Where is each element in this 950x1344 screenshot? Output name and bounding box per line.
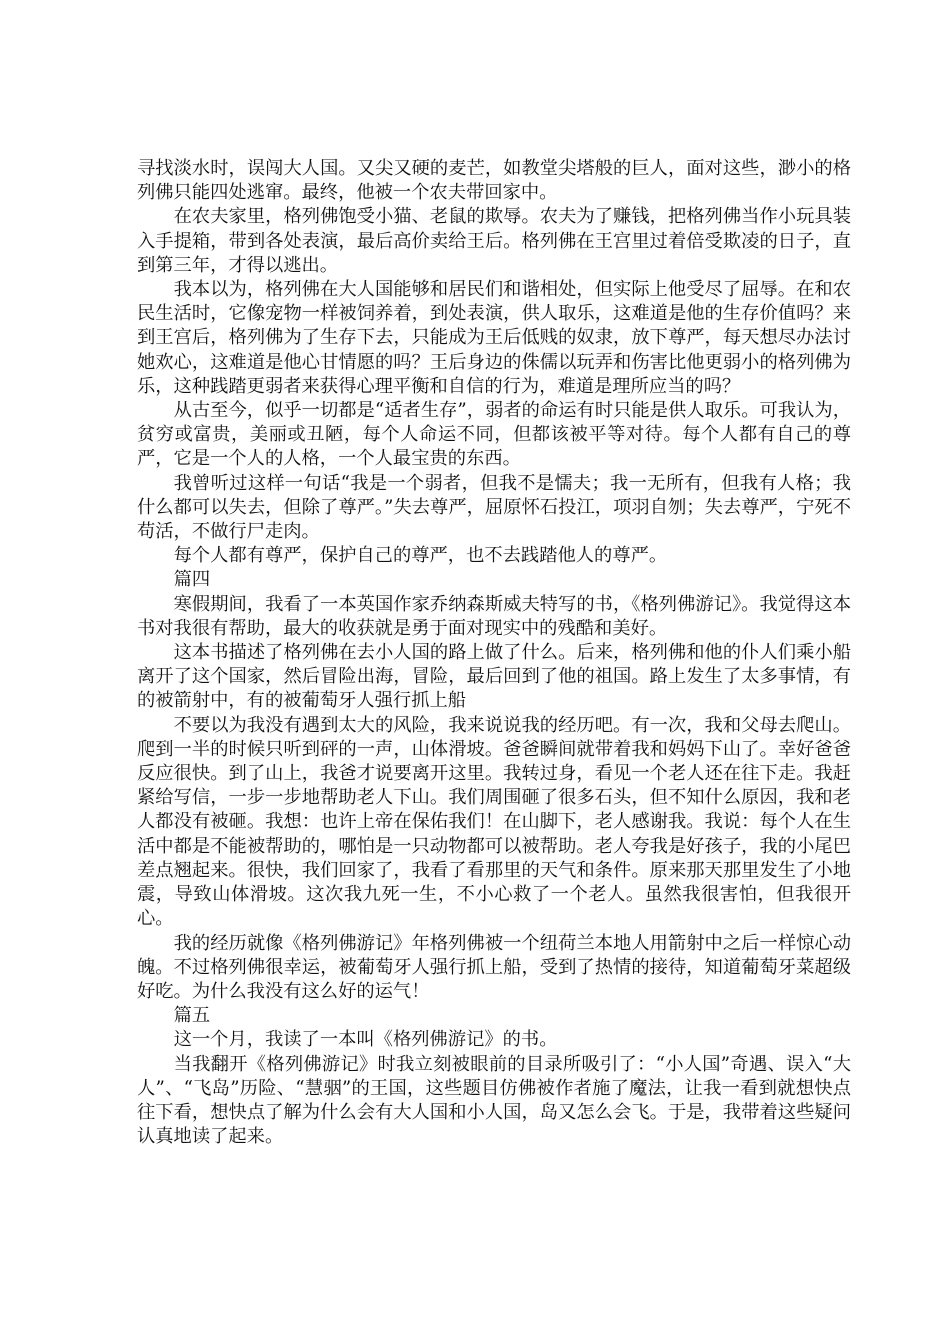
paragraph: 在农夫家里，格列佛饱受小猫、老鼠的欺辱。农夫为了赚钱，把格列佛当作小玩具装入手提箱，带到各处表演，最后高价卖给王后。格列佛在王宫里过着倍受欺凌的日子，直到第三年，才得以逃出。 [137, 206, 851, 276]
section-heading: 篇五 [173, 1005, 211, 1027]
document-page [137, 157, 851, 1149]
paragraph: 我的经历就像《格列佛游记》年格列佛被一个纽荷兰本地人用箭射中之后一样惊心动魄。不过格列佛很幸运，被葡萄牙人强行抓上船，受到了热情的接待，知道葡萄牙菜超级好吃。为什么我没有这么好的运气！ [137, 932, 851, 1002]
section-heading: 篇四 [173, 569, 211, 591]
paragraph: 当我翻开《格列佛游记》时我立刻被眼前的目录所吸引了：“小人国”奇遇、误入“大人”、“飞岛”历险、“慧骃”的王国，这些题目仿佛被作者施了魔法，让我一看到就想快点往下看，想快点了解为什么会有大人国和小人国，岛又怎么会飞。于是，我带着这些疑问认真地读了起来。 [137, 1053, 851, 1148]
paragraph: 寒假期间，我看了一本英国作家乔纳森斯威夫特写的书，《格列佛游记》。我觉得这本书对我很有帮助，最大的收获就是勇于面对现实中的残酷和美好。 [137, 593, 851, 639]
paragraph: 从古至今，似乎一切都是“适者生存”，弱者的命运有时只能是供人取乐。可我认为，贫穷或富贵，美丽或丑陋，每个人命运不同，但都该被平等对待。每个人都有自己的尊严，它是一个人的人格，一个人最宝贵的东西。 [137, 400, 851, 470]
paragraph: 这本书描述了格列佛在去小人国的路上做了什么。后来，格列佛和他的仆人们乘小船离开了这个国家，然后冒险出海，冒险，最后回到了他的祖国。路上发生了太多事情，有的被箭射中，有的被葡萄牙人强行抓上船 [137, 642, 851, 712]
paragraph: 我本以为，格列佛在大人国能够和居民们和谐相处，但实际上他受尽了屈辱。在和农民生活时，它像宠物一样被饲养着，到处表演，供人取乐，这难道是他的生存价值吗？来到王宫后，格列佛为了生存下去，只能成为王后低贱的奴隶，放下尊严，每天想尽办法讨她欢心，这难道是他心甘情愿的吗？王后身边的侏儒以玩弄和伤害比他更弱小的格列佛为乐，这种践踏更弱者来获得心理平衡和自信的行为，难道是理所应当的吗？ [137, 279, 851, 397]
paragraph: 我曾听过这样一句话“我是一个弱者，但我不是懦夫；我一无所有，但我有人格；我什么都可以失去，但除了尊严。”失去尊严，屈原怀石投江，项羽自刎；失去尊严，宁死不苟活，不做行尸走肉。 [137, 472, 851, 543]
paragraph-continuation: 寻找淡水时，误闯大人国。又尖又硬的麦芒，如教堂尖塔般的巨人，面对这些，渺小的格列佛只能四处逃窜。最终，他被一个农夫带回家中。 [137, 158, 851, 204]
paragraph: 这一个月，我读了一本叫《格列佛游记》的书。 [173, 1029, 558, 1051]
paragraph: 每个人都有尊严，保护自己的尊严，也不去践踏他人的尊严。 [173, 545, 668, 567]
paragraph: 不要以为我没有遇到太大的风险，我来说说我的经历吧。有一次，我和父母去爬山。爬到一半的时候只听到砰的一声，山体滑坡。爸爸瞬间就带着我和妈妈下山了。幸好爸爸反应很快。到了山上，我爸才说要离开这里。我转过身，看见一个老人还在往下走。我赶紧给写信，一步一步地帮助老人下山。我们周围砸了很多石头，但不知什么原因，我和老人都没有被砸。我想：也许上帝在保佑我们！在山脚下，老人感谢我。我说：每个人在生活中都是不能被帮助的，哪怕是一只动物都可以被帮助。老人夸我是好孩子，我的小尾巴差点翘起来。很快，我们回家了，我看了看那里的天气和条件。原来那天那里发生了小地震，导致山体滑坡。这次我九死一生，不小心救了一个老人。虽然我很害怕，但我很开心。 [137, 714, 851, 930]
